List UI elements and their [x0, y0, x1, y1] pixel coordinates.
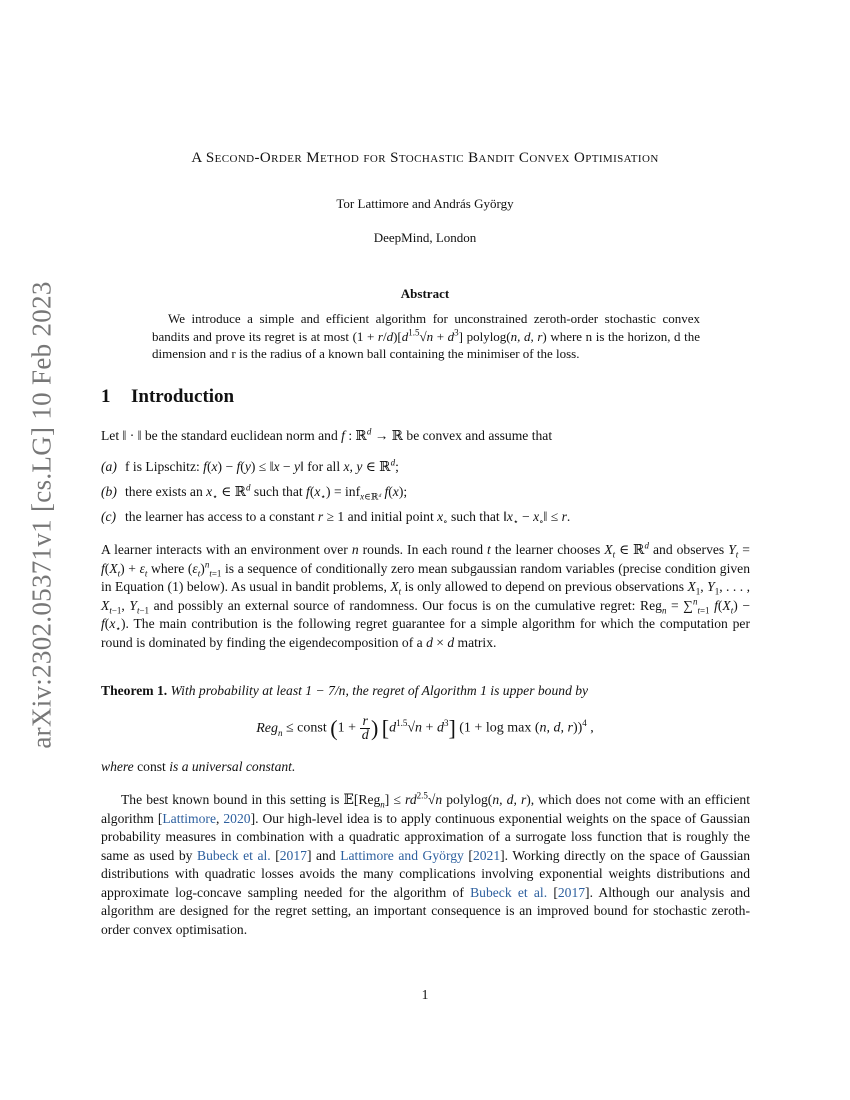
- theorem-statement: Theorem 1. With probability at least 1 − 7/n, the regret of Algorithm 1 is upper bound by: [101, 683, 589, 698]
- best-bound-paragraph: The best known bound in this setting is 𝔼[Reg$_n$] ≤ $rd^{2.5}√n$ polylog(n, d, r), which does not come with an efficient algorithm [Lattimore, 2020]. Our high-level idea is to apply continuous exponential weights on the space of Gaussian probability measures in combination with a quadratic approximation of a surrogate loss function that is roughly the same as used by Bubeck et al. [2017] and Lattimore and György [2021]. Working directly on the space of Gaussian distributions with quadratic losses avoids the many complications involving exponential weights distributions and approximate log-concave sampling needed for the algorithm of Bubeck et al. [2017]. Although our analysis and algorithm are designed for the regret setting, an important consequence is an improved bound for stochastic zeroth-order convex optimisation.: [101, 790, 750, 937]
- citation-link[interactable]: Bubeck et al.: [470, 884, 548, 900]
- affiliation: DeepMind, London: [373, 230, 477, 245]
- citation-link[interactable]: Lattimore: [162, 810, 216, 826]
- assumption-c: (c) the learner has access to a constant r ≥ 1 and initial point $x_\circ$ such that $‖x_⋆$ − $x_\circ‖ \le r$.: [101, 509, 571, 527]
- authors: Tor Lattimore and András György: [336, 196, 514, 211]
- intro-paragraph: Let ‖ · ‖ be the standard euclidean norm and f : ℝ$^d$ → ℝ be convex and assume that: [101, 426, 553, 443]
- learner-paragraph: A learner interacts with an environment over n rounds. In each round t the learner chooses $X_t$ ∈ ℝ$^d$ and observes $Y_t = f(X_t) + \varepsilon_t$ where $(\varepsilon_t)^n_{t=1}$ is a sequence of conditionally zero mean subgaussian random variables (precise condition given in Equation (1) below). As usual in bandit problems, $X_t$ is only allowed to depend on previous observations $X_1$, $Y_1$, . . . , $X_{t-1}$, $Y_{t-1}$ and possibly an external source of randomness. Our focus is on the cumulative regret: Reg$_n$ = ∑$^n_{t=1}$ $f(X_t) - f(x_⋆)$. The main contribution is the following regret guarantee for a simple algorithm for which the computation per round is dominated by finding the eigendecomposition of a d × d matrix.: [101, 540, 751, 650]
- arxiv-identifier: arXiv:2302.05371v1 [cs.LG] 10 Feb 2023: [26, 281, 57, 749]
- assumption-b: (b) there exists an $x_⋆$ ∈ ℝ$^d$ such that $f(x_⋆) = inf_{x\in ℝᵈ}$ f(x);: [101, 482, 408, 502]
- section-heading: 1 Introduction: [101, 386, 235, 407]
- citation-link[interactable]: Lattimore and György: [340, 847, 464, 863]
- abstract-body: We introduce a simple and efficient algorithm for unconstrained zeroth-order stochastic convex bandits and prove its regret is at most $(1 + r/d)[d^{1.5}√n + d^3]$ polylog(n, d, r) where n is the horizon, d the dimension and r is the radius of a known ball containing the minimiser of the loss.: [152, 311, 700, 361]
- citation-year-link[interactable]: 2017: [279, 847, 307, 863]
- citation-year-link[interactable]: 2017: [557, 884, 586, 900]
- where-clause: where const is a universal constant.: [101, 759, 296, 774]
- regret-bound-equation: Reg$_n$ ≤ const (1 + $\frac{r}{d}$ ) $[d^{1.5}√n + d^3] (1 + \log \max (n$, d, r))$^4$ ,: [256, 714, 594, 743]
- abstract-heading: Abstract: [400, 286, 450, 301]
- assumption-a: (a) f is Lipschitz: f(x) − f(y) ≤ ‖x − y‖ for all x, y ∈ ℝ$^d$;: [101, 457, 399, 474]
- citation-year-link[interactable]: 2020: [223, 810, 251, 826]
- page-number: 1: [421, 987, 429, 1002]
- paper-title: A Second-Order Method for Stochastic Bandit Convex Optimisation: [191, 150, 659, 166]
- citation-year-link[interactable]: 2021: [472, 847, 501, 863]
- citation-link[interactable]: Bubeck et al.: [197, 847, 271, 863]
